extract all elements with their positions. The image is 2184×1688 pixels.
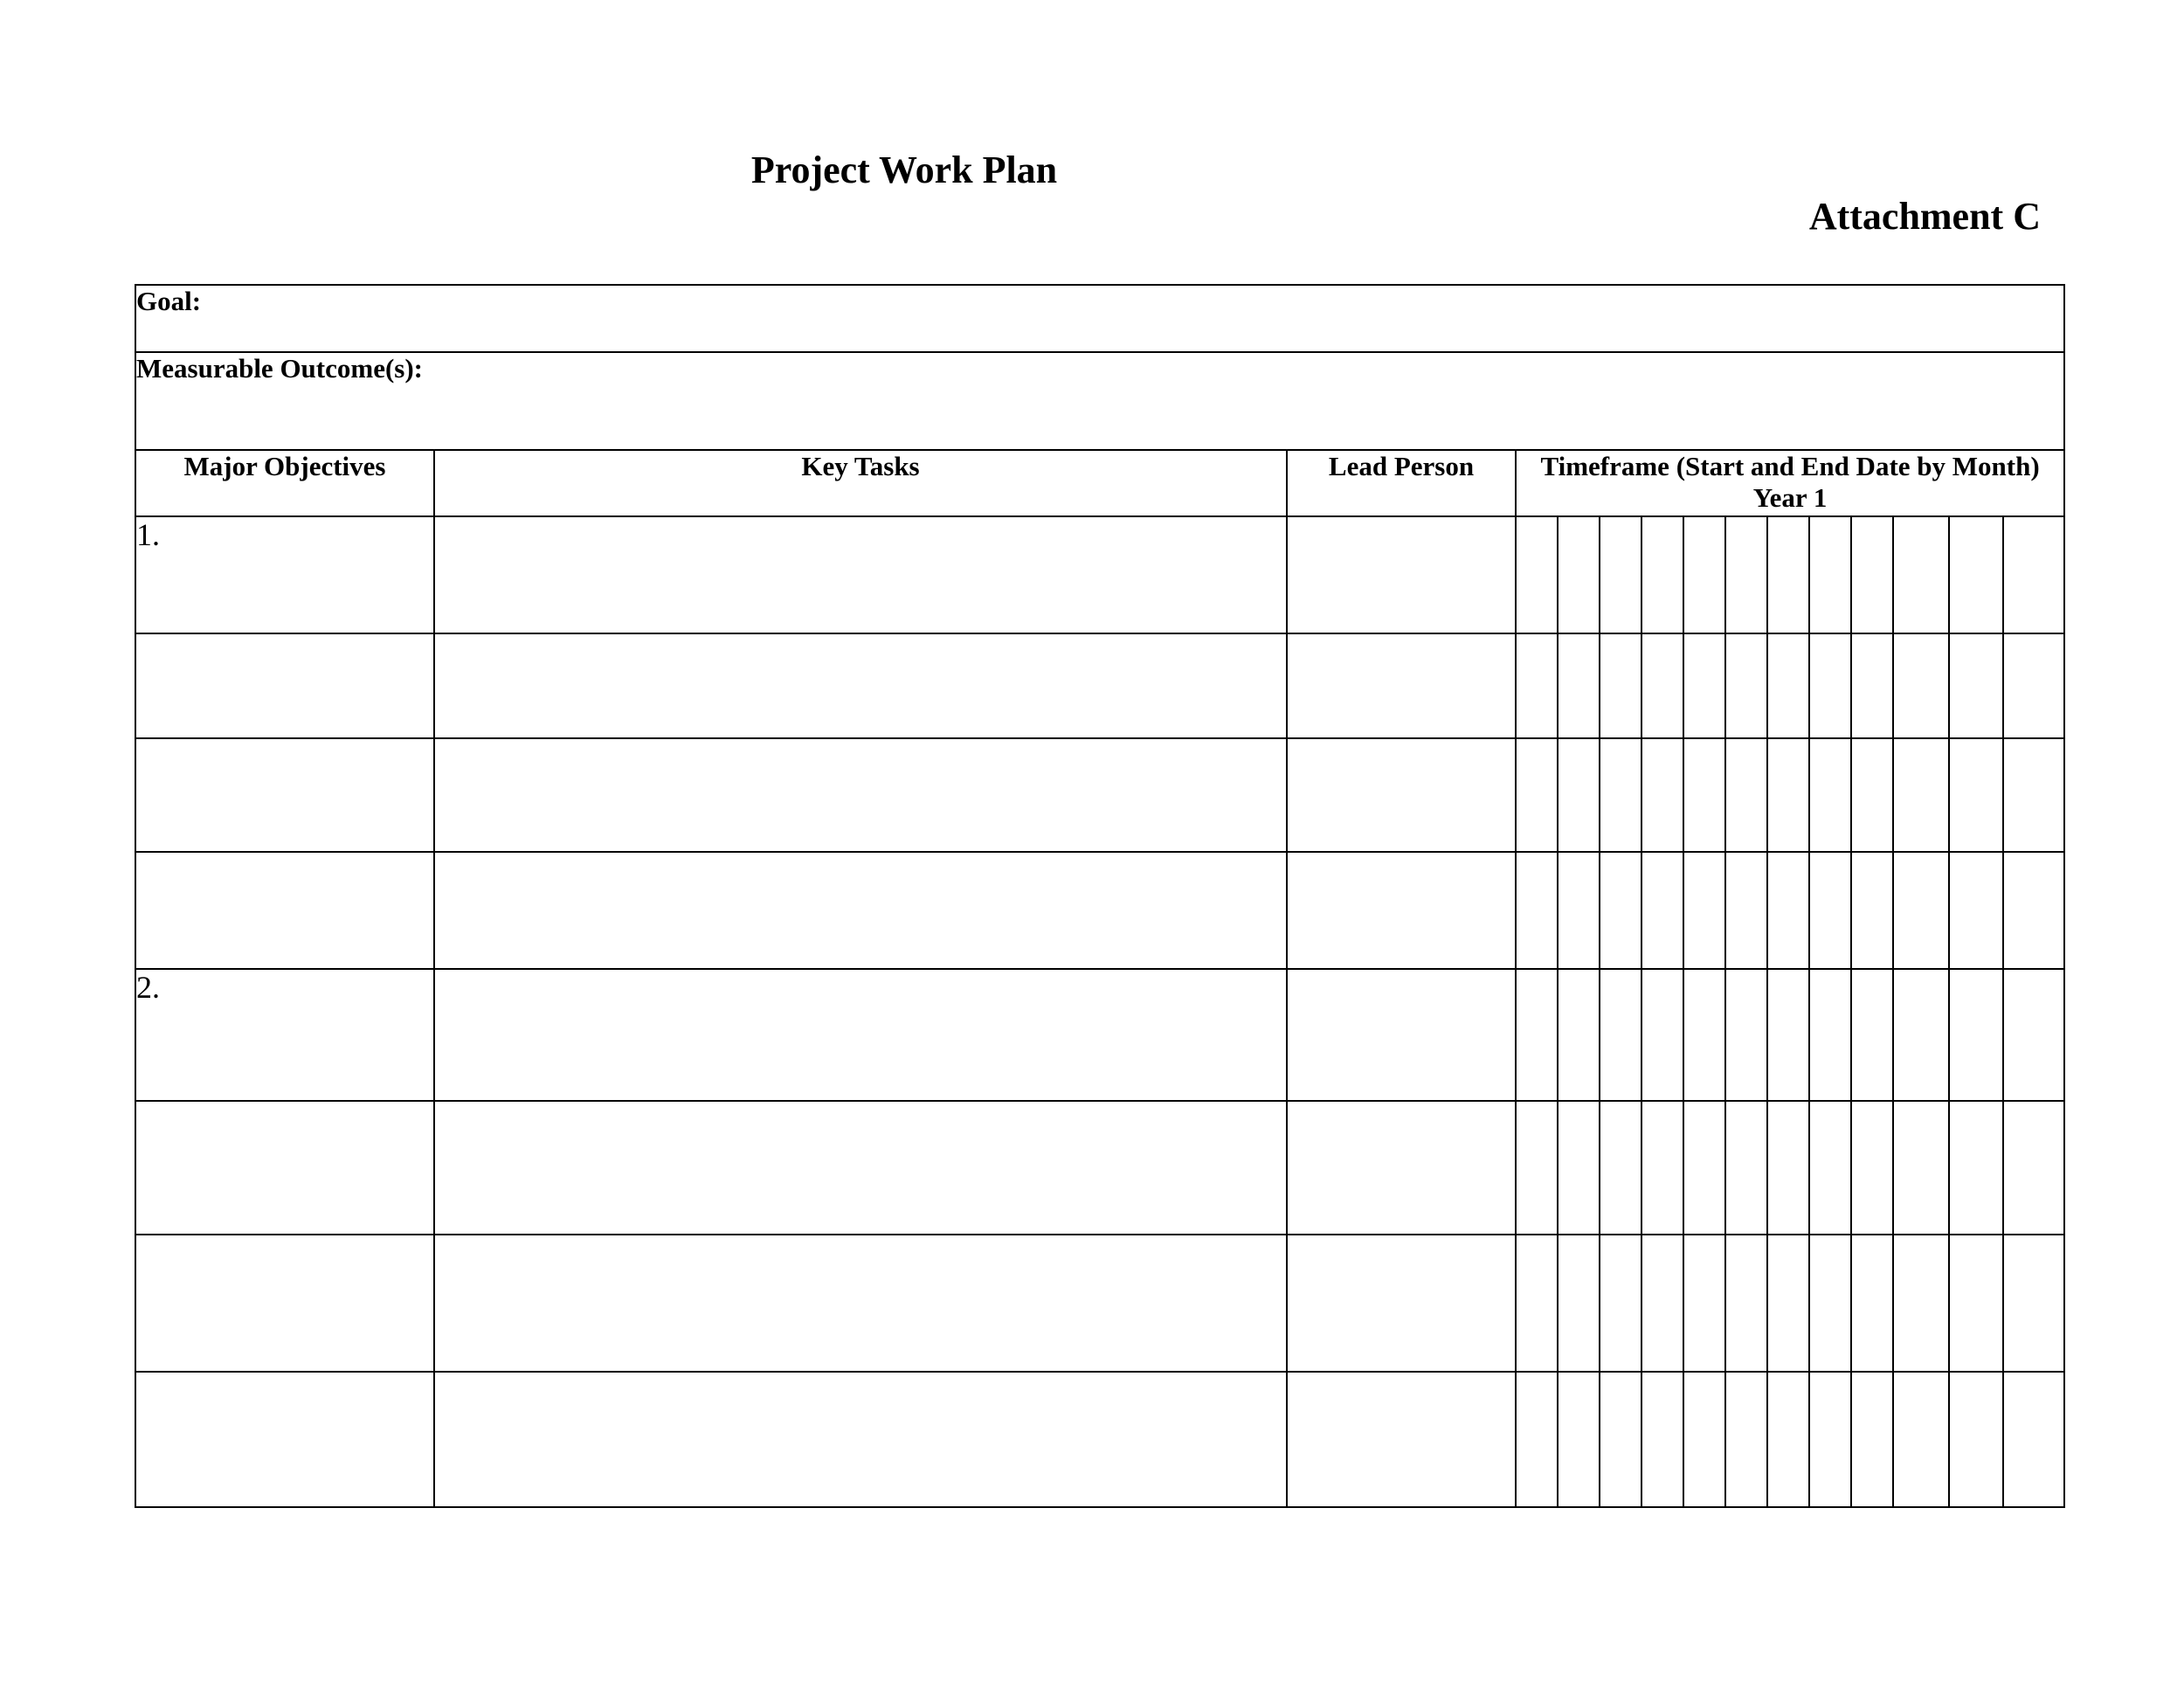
month-cell[interactable]: [2003, 633, 2064, 738]
lead-person-cell[interactable]: [1287, 738, 1516, 852]
goal-row: [135, 285, 2064, 352]
month-cell[interactable]: [1809, 1372, 1851, 1507]
month-cell[interactable]: [1809, 969, 1851, 1101]
timeframe-label: Timeframe (Start and End Date by Month): [1540, 451, 2040, 481]
month-cell[interactable]: [1516, 1235, 1558, 1372]
month-cell[interactable]: [1893, 1101, 1949, 1235]
month-cell[interactable]: [1683, 969, 1725, 1101]
month-cell[interactable]: [1949, 1101, 2003, 1235]
lead-person-cell[interactable]: [1287, 1101, 1516, 1235]
month-cell[interactable]: [1725, 1101, 1767, 1235]
header-tasks: Key Tasks: [434, 450, 1287, 516]
month-cell[interactable]: [1600, 969, 1641, 1101]
outcome-row: [135, 352, 2064, 450]
month-cell[interactable]: [1851, 852, 1893, 969]
year-label: Year 1: [1752, 482, 1828, 513]
month-cell[interactable]: [1809, 852, 1851, 969]
lead-person-cell[interactable]: [1287, 1235, 1516, 1372]
lead-person-cell[interactable]: [1287, 1372, 1516, 1507]
month-cell[interactable]: [1683, 738, 1725, 852]
month-cell[interactable]: [1851, 969, 1893, 1101]
month-cell[interactable]: [1949, 516, 2003, 633]
table-row: [135, 852, 2064, 969]
month-cell[interactable]: [1767, 516, 1809, 633]
key-task-cell[interactable]: [434, 1101, 1287, 1235]
month-cell[interactable]: [1516, 516, 1558, 633]
month-cell[interactable]: [1949, 633, 2003, 738]
work-plan-table: [135, 284, 2065, 1508]
month-cell[interactable]: [1641, 1101, 1683, 1235]
month-cell[interactable]: [1893, 1372, 1949, 1507]
month-cell[interactable]: [1725, 738, 1767, 852]
lead-person-cell[interactable]: [1287, 852, 1516, 969]
outcome-label: Measurable Outcome(s):: [136, 353, 423, 384]
month-cell[interactable]: [1683, 1101, 1725, 1235]
month-cell[interactable]: [1893, 852, 1949, 969]
month-cell[interactable]: [1683, 633, 1725, 738]
month-cell[interactable]: [1516, 1372, 1558, 1507]
month-cell[interactable]: [1558, 1235, 1600, 1372]
attachment-label: Attachment C: [1808, 195, 2041, 238]
month-cell[interactable]: [1725, 633, 1767, 738]
month-cell[interactable]: [1767, 852, 1809, 969]
month-cell[interactable]: [1600, 633, 1641, 738]
month-cell[interactable]: [2003, 852, 2064, 969]
month-cell[interactable]: [1558, 852, 1600, 969]
month-cell[interactable]: [1893, 738, 1949, 852]
month-cell[interactable]: [1683, 516, 1725, 633]
objective-cell[interactable]: 1.: [135, 516, 434, 633]
month-cell[interactable]: [1725, 516, 1767, 633]
month-cell[interactable]: [1949, 852, 2003, 969]
month-cell[interactable]: [1893, 516, 1949, 633]
month-cell[interactable]: [1641, 852, 1683, 969]
header-row: [135, 450, 2064, 516]
month-cell[interactable]: [2003, 1101, 2064, 1235]
month-cell[interactable]: [1558, 516, 1600, 633]
objective-cell[interactable]: [135, 738, 434, 852]
table-row: [135, 1101, 2064, 1235]
month-cell[interactable]: [1558, 1101, 1600, 1235]
month-cell[interactable]: [1949, 1372, 2003, 1507]
month-cell[interactable]: [1851, 1101, 1893, 1235]
month-cell[interactable]: [1893, 969, 1949, 1101]
month-cell[interactable]: [1809, 1101, 1851, 1235]
month-cell[interactable]: [1683, 1372, 1725, 1507]
month-cell[interactable]: [1600, 1101, 1641, 1235]
month-cell[interactable]: [1600, 1372, 1641, 1507]
key-task-cell[interactable]: [434, 738, 1287, 852]
month-cell[interactable]: [1683, 852, 1725, 969]
month-cell[interactable]: [1725, 1235, 1767, 1372]
key-task-cell[interactable]: [434, 1372, 1287, 1507]
key-task-cell[interactable]: [434, 633, 1287, 738]
month-cell[interactable]: [1767, 969, 1809, 1101]
month-cell[interactable]: [1949, 1235, 2003, 1372]
outcome-field[interactable]: [135, 352, 2064, 450]
month-cell[interactable]: [2003, 969, 2064, 1101]
month-cell[interactable]: [1809, 633, 1851, 738]
objective-cell[interactable]: [135, 1235, 434, 1372]
month-cell[interactable]: [1725, 969, 1767, 1101]
month-cell[interactable]: [1851, 633, 1893, 738]
month-cell[interactable]: [1516, 969, 1558, 1101]
objective-cell[interactable]: [135, 1101, 434, 1235]
objective-cell[interactable]: [135, 852, 434, 969]
month-cell[interactable]: [1851, 1235, 1893, 1372]
month-cell[interactable]: [1600, 516, 1641, 633]
month-cell[interactable]: [1893, 633, 1949, 738]
objective-cell[interactable]: 2.: [135, 969, 434, 1101]
month-cell[interactable]: [2003, 1372, 2064, 1507]
month-cell[interactable]: [1725, 1372, 1767, 1507]
month-cell[interactable]: [1641, 1372, 1683, 1507]
month-cell[interactable]: [1516, 633, 1558, 738]
month-cell[interactable]: [1851, 738, 1893, 852]
month-cell[interactable]: [1809, 1235, 1851, 1372]
month-cell[interactable]: [1851, 516, 1893, 633]
month-cell[interactable]: [1558, 1372, 1600, 1507]
table-row: [135, 633, 2064, 738]
month-cell[interactable]: [1767, 1101, 1809, 1235]
key-task-cell[interactable]: [434, 516, 1287, 633]
objective-cell[interactable]: [135, 633, 434, 738]
table-row: [135, 1372, 2064, 1507]
key-task-cell[interactable]: [434, 852, 1287, 969]
lead-person-cell[interactable]: [1287, 969, 1516, 1101]
month-cell[interactable]: [1893, 1235, 1949, 1372]
table-row: [135, 516, 2064, 633]
month-cell[interactable]: [1809, 516, 1851, 633]
month-cell[interactable]: [1600, 1235, 1641, 1372]
lead-person-cell[interactable]: [1287, 516, 1516, 633]
page-title: Project Work Plan: [750, 149, 1058, 191]
month-cell[interactable]: [1767, 633, 1809, 738]
objective-cell[interactable]: [135, 1372, 434, 1507]
key-task-cell[interactable]: [434, 969, 1287, 1101]
month-cell[interactable]: [1641, 633, 1683, 738]
month-cell[interactable]: [2003, 1235, 2064, 1372]
month-cell[interactable]: [1516, 1101, 1558, 1235]
goal-label: Goal:: [136, 286, 202, 316]
month-cell[interactable]: [1516, 738, 1558, 852]
month-cell[interactable]: [1683, 1235, 1725, 1372]
month-cell[interactable]: [1641, 738, 1683, 852]
month-cell[interactable]: [1851, 1372, 1893, 1507]
table-row: [135, 1235, 2064, 1372]
key-task-cell[interactable]: [434, 1235, 1287, 1372]
header-objectives: Major Objectives: [135, 450, 434, 516]
month-cell[interactable]: [1767, 1235, 1809, 1372]
table-row: [135, 969, 2064, 1101]
month-cell[interactable]: [2003, 516, 2064, 633]
month-cell[interactable]: [1725, 852, 1767, 969]
month-cell[interactable]: [1600, 852, 1641, 969]
month-cell[interactable]: [1516, 852, 1558, 969]
month-cell[interactable]: [2003, 738, 2064, 852]
month-cell[interactable]: [1809, 738, 1851, 852]
header-timeframe: [1516, 450, 2064, 516]
month-cell[interactable]: [1767, 1372, 1809, 1507]
header-lead: Lead Person: [1287, 450, 1516, 516]
goal-field[interactable]: [135, 285, 2064, 352]
month-cell[interactable]: [1767, 738, 1809, 852]
table-row: [135, 738, 2064, 852]
month-cell[interactable]: [1949, 738, 2003, 852]
month-cell[interactable]: [1641, 1235, 1683, 1372]
month-cell[interactable]: [1641, 969, 1683, 1101]
month-cell[interactable]: [1949, 969, 2003, 1101]
month-cell[interactable]: [1641, 516, 1683, 633]
month-cell[interactable]: [1558, 969, 1600, 1101]
month-cell[interactable]: [1600, 738, 1641, 852]
lead-person-cell[interactable]: [1287, 633, 1516, 738]
month-cell[interactable]: [1558, 633, 1600, 738]
month-cell[interactable]: [1558, 738, 1600, 852]
